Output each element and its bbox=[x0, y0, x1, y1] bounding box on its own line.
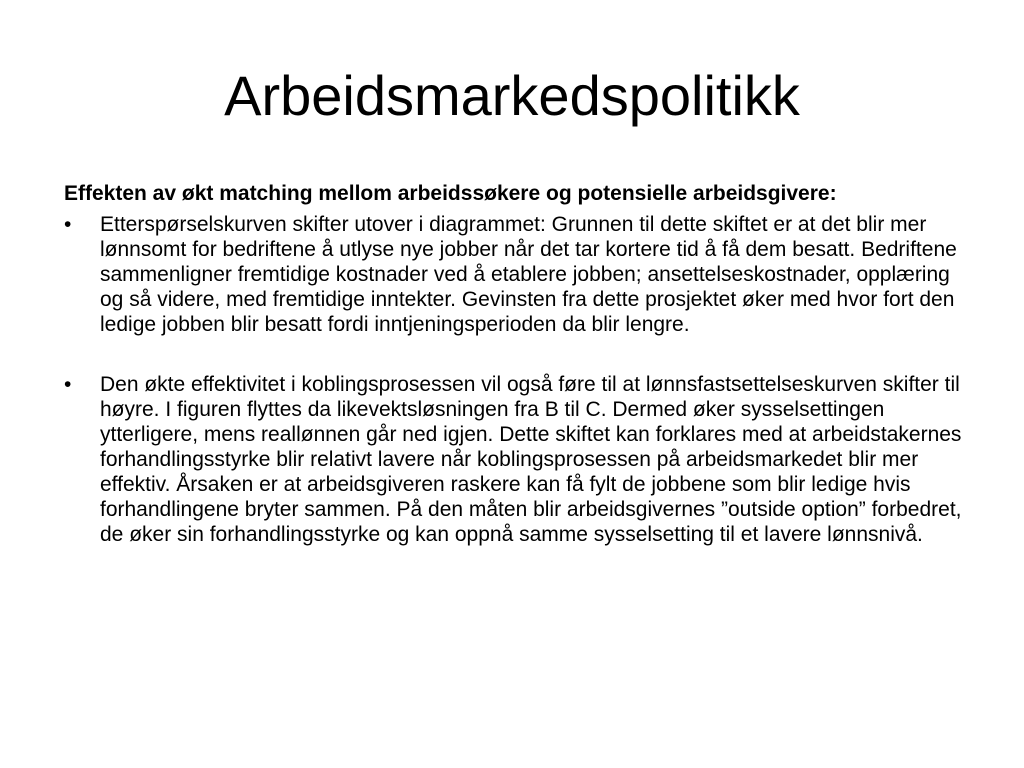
bullet-text: Etterspørselskurven skifter utover i diagrammet: Grunnen til dette skiftet er at det blir mer lønnsomt for bedriftene å utlyse nye jobber når det tar kortere tid å få dem besatt. Bedriftene sammenligner fremtidige kostnader ved å etablere jobben; ansettelseskostnader, opplæring og så videre, med fremtidige inntekter. Gevinsten fra dette prosjektet øker med hvor fort den ledige jobben blir besatt fordi inntjeningsperioden da blir lengre. bbox=[100, 213, 957, 336]
slide-title: Arbeidsmarkedspolitikk bbox=[224, 64, 800, 127]
bullet-item bbox=[64, 372, 969, 547]
slide-body bbox=[64, 181, 969, 547]
lead-text: Effekten av økt matching mellom arbeidssøkere og potensielle arbeidsgivere: bbox=[64, 182, 837, 205]
bullet-icon: • bbox=[64, 213, 72, 236]
bullet-item bbox=[64, 212, 969, 337]
bullet-text: Den økte effektivitet i koblingsprosessen vil også føre til at lønnsfastsettelseskurven skifter til høyre. I figuren flyttes da likevektsløsningen fra B til C. Dermed øker sysselsettingen ytterligere, mens reallønnen går ned igjen. Dette skiftet kan forklares med at arbeidstakernes forhandlingsstyrke blir relativt lavere når koblingsprosessen på arbeidsmarkedet blir mer effektiv. Årsaken er at arbeidsgiveren raskere kan få fylt de jobbene som blir ledige hvis forhandlingene bryter sammen. På den måten blir arbeidsgivernes ”outside option” forbedret, de øker sin forhandlingsstyrke og kan oppnå samme sysselsetting til et lavere lønnsnivå. bbox=[100, 373, 962, 546]
bullet-icon: • bbox=[64, 373, 72, 396]
